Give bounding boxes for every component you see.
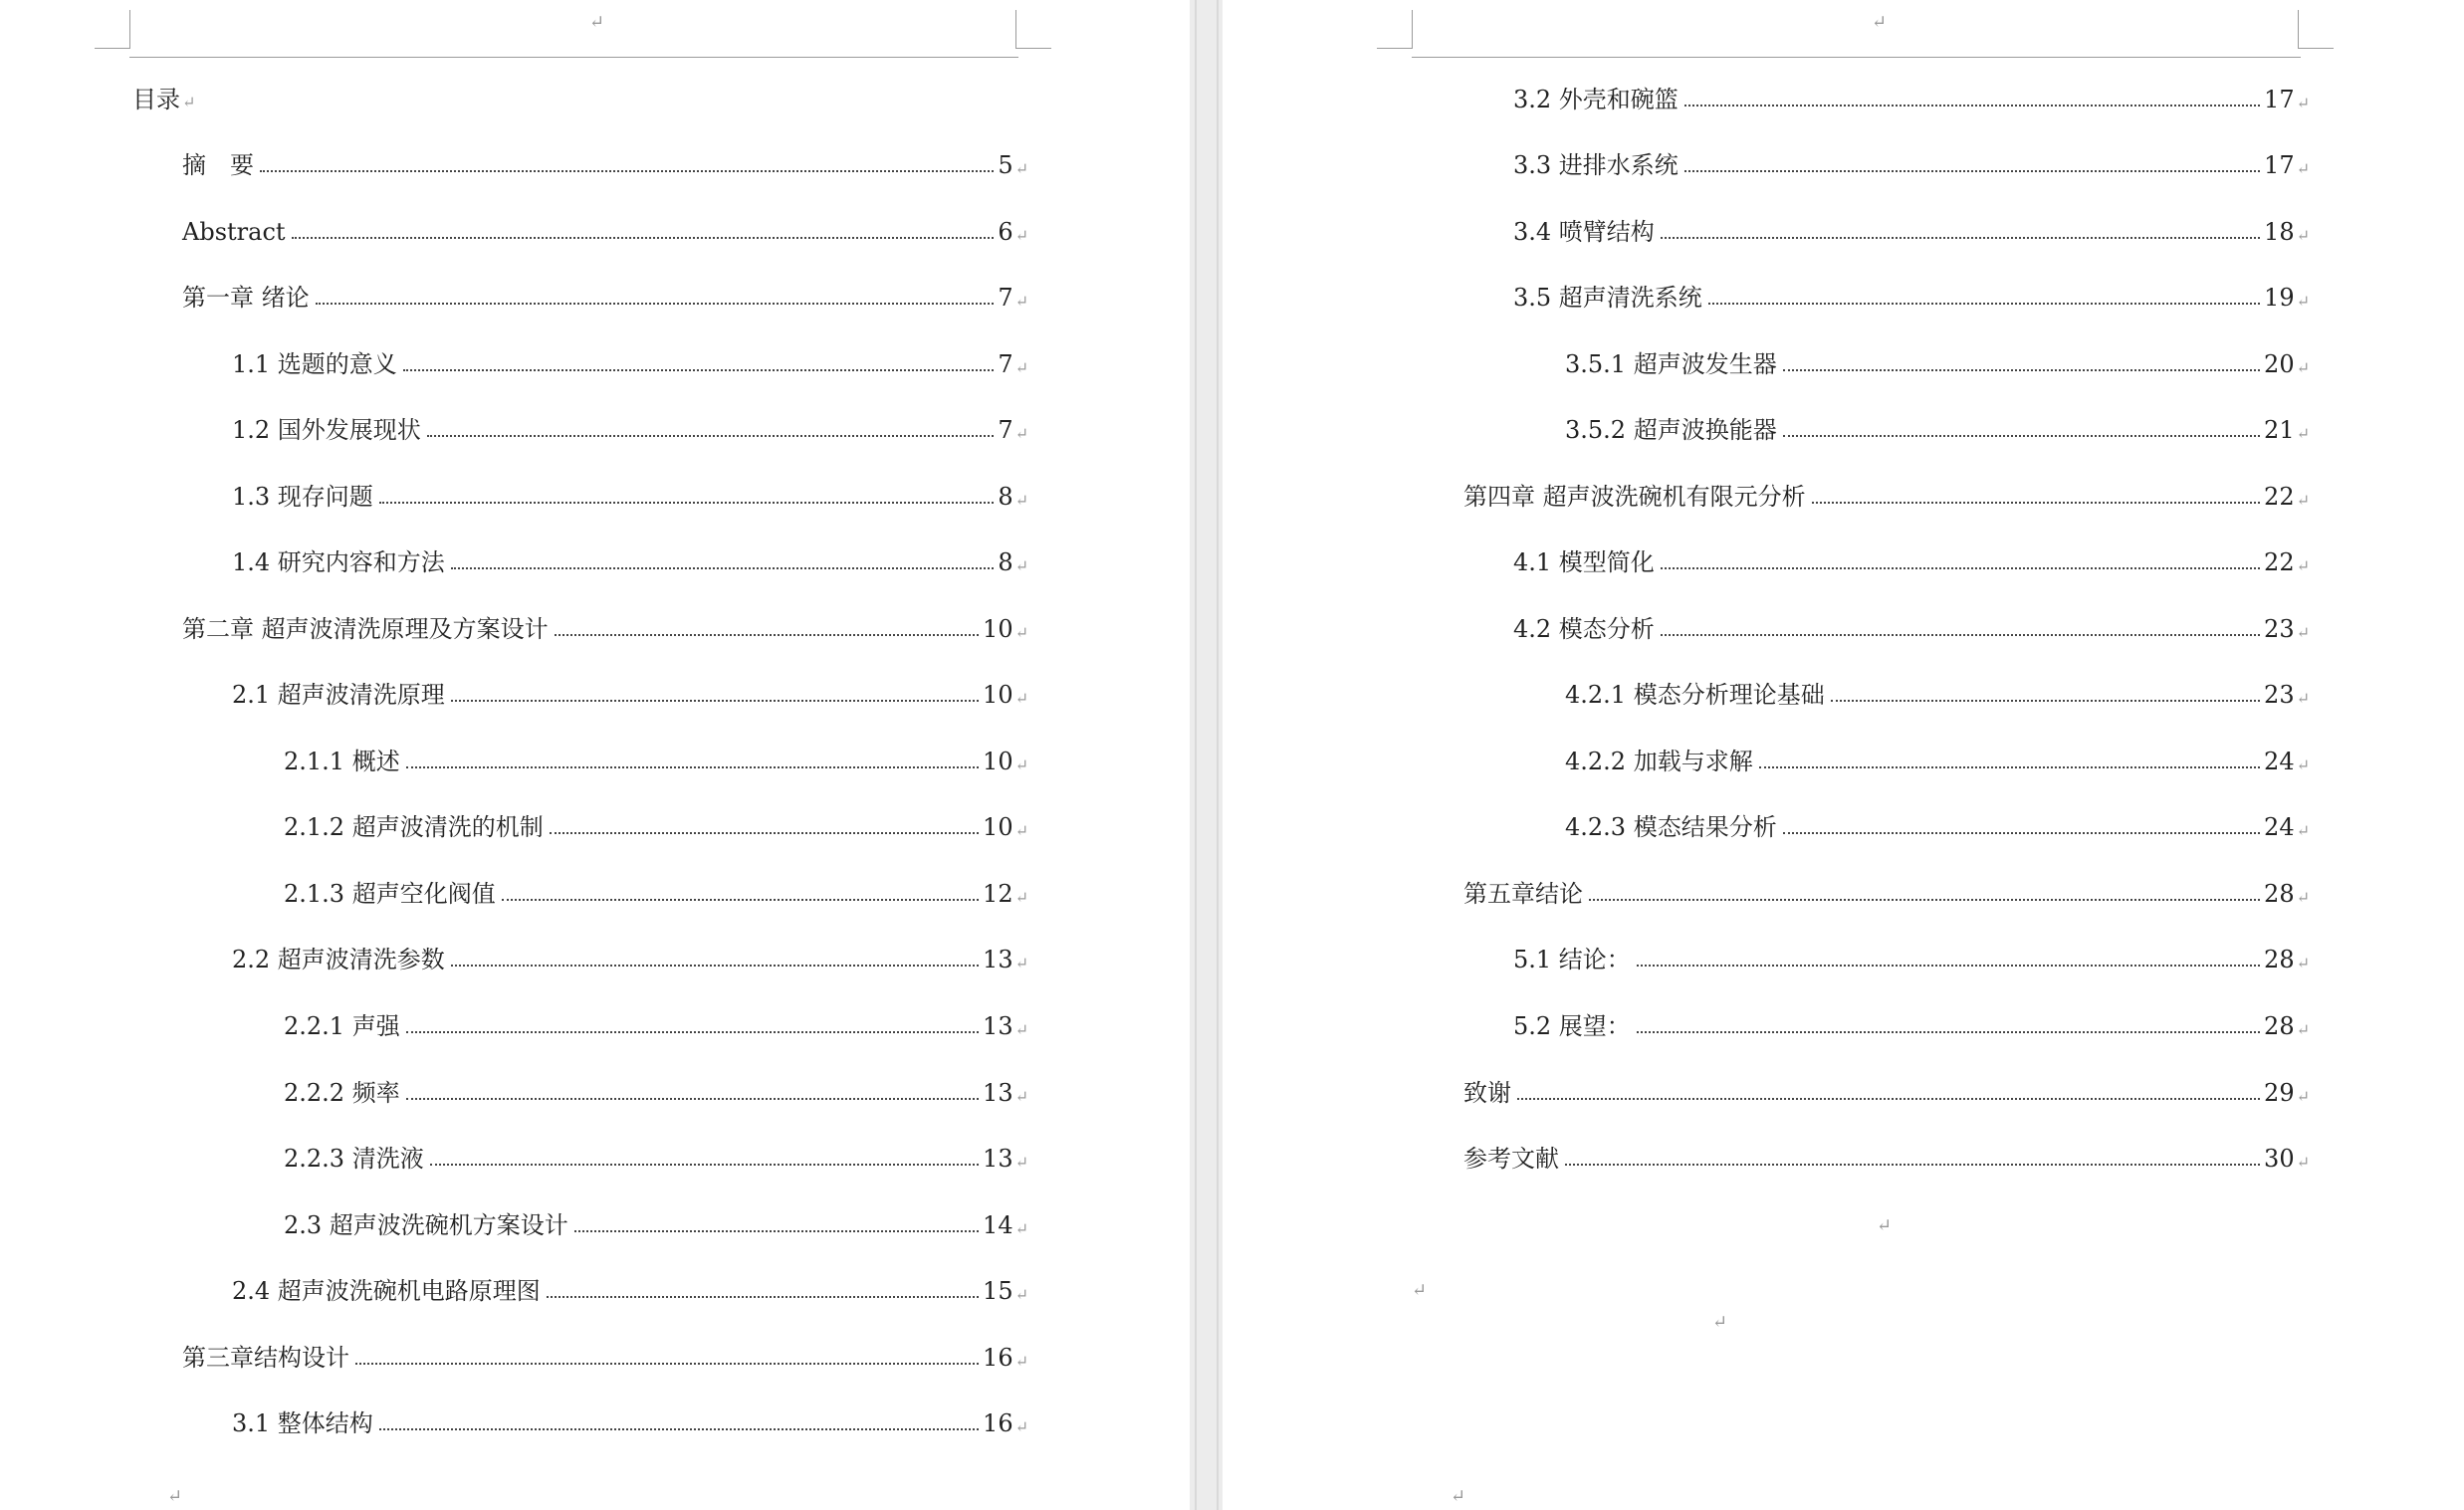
dot-leader bbox=[1565, 1164, 2260, 1166]
toc-entry[interactable]: 3.5.1 超声波发生器 20 ↵ bbox=[1565, 350, 2310, 378]
dot-leader bbox=[1661, 237, 2260, 239]
dot-leader bbox=[1517, 1098, 2260, 1100]
toc-entry[interactable]: 4.2.2 加载与求解 24 ↵ bbox=[1565, 748, 2310, 775]
dot-leader bbox=[502, 899, 979, 901]
toc-entry[interactable]: 3.5 超声清洗系统 19 ↵ bbox=[1513, 284, 2310, 312]
header-rule bbox=[1412, 57, 2301, 58]
toc-entry[interactable]: 参考文献 30 ↵ bbox=[1463, 1145, 2310, 1173]
document-page-left bbox=[0, 0, 1190, 1510]
dot-leader bbox=[451, 700, 979, 702]
toc-entry[interactable]: 4.2.1 模态分析理论基础 23 ↵ bbox=[1565, 681, 2310, 709]
dot-leader bbox=[406, 1098, 979, 1100]
toc-entry[interactable]: 3.2 外壳和碗篮 17 ↵ bbox=[1513, 86, 2310, 113]
toc-entry[interactable]: 5.2 展望： 28 ↵ bbox=[1513, 1012, 2310, 1040]
gutter-border-left bbox=[1195, 0, 1197, 1510]
dot-leader bbox=[1684, 105, 2260, 107]
header-paragraph-mark: ↵ bbox=[589, 12, 605, 33]
toc-entry[interactable]: 第三章结构设计 16 ↵ bbox=[182, 1344, 1028, 1372]
header-rule bbox=[129, 57, 1018, 58]
dot-leader bbox=[260, 170, 994, 172]
dot-leader bbox=[1783, 369, 2260, 371]
dot-leader bbox=[355, 1363, 979, 1365]
dot-leader bbox=[1661, 567, 2260, 569]
toc-entry[interactable]: 3.3 进排水系统 17 ↵ bbox=[1513, 151, 2310, 179]
toc-entry[interactable]: 2.1.3 超声空化阀值 12 ↵ bbox=[284, 880, 1028, 908]
dot-leader bbox=[1831, 700, 2260, 702]
dot-leader bbox=[379, 502, 995, 504]
dot-leader bbox=[1589, 899, 2260, 901]
toc-entry[interactable]: 4.1 模型简化 22 ↵ bbox=[1513, 548, 2310, 576]
toc-title: 目录 ↵ bbox=[132, 86, 196, 113]
paragraph-mark: ↵ bbox=[1712, 1312, 1728, 1333]
dot-leader bbox=[292, 237, 995, 239]
dot-leader bbox=[1661, 634, 2260, 636]
dot-leader bbox=[451, 965, 979, 967]
toc-entry[interactable]: 5.1 结论： 28 ↵ bbox=[1513, 946, 2310, 973]
dot-leader bbox=[1759, 766, 2260, 768]
toc-entry[interactable]: 3.1 整体结构 16 ↵ bbox=[232, 1409, 1028, 1437]
toc-entry[interactable]: 3.5.2 超声波换能器 21 ↵ bbox=[1565, 416, 2310, 444]
dot-leader bbox=[1637, 1031, 2260, 1033]
dot-leader bbox=[403, 369, 995, 371]
dot-leader bbox=[1812, 502, 2260, 504]
crop-mark-top-left bbox=[95, 10, 130, 49]
toc-entry[interactable]: 第一章 绪论 7 ↵ bbox=[182, 284, 1028, 312]
toc-entry[interactable]: 2.2.1 声强 13 ↵ bbox=[284, 1012, 1028, 1040]
document-page-right bbox=[1223, 0, 2464, 1510]
dot-leader bbox=[427, 435, 995, 437]
toc-entry[interactable]: 2.2 超声波清洗参数 13 ↵ bbox=[232, 946, 1028, 973]
toc-entry[interactable]: 2.1 超声波清洗原理 10 ↵ bbox=[232, 681, 1028, 709]
dot-leader bbox=[550, 832, 979, 834]
dot-leader bbox=[555, 634, 979, 636]
paragraph-mark: ↵ bbox=[1412, 1280, 1428, 1301]
crop-mark-top-right bbox=[2298, 10, 2334, 49]
toc-entry[interactable]: 3.4 喷臂结构 18 ↵ bbox=[1513, 218, 2310, 246]
toc-entry[interactable]: 2.1.1 概述 10 ↵ bbox=[284, 748, 1028, 775]
toc-entry[interactable]: 2.2.2 频率 13 ↵ bbox=[284, 1079, 1028, 1107]
dot-leader bbox=[547, 1296, 979, 1298]
dot-leader bbox=[1783, 832, 2260, 834]
toc-entry[interactable]: 2.1.2 超声波清洗的机制 10 ↵ bbox=[284, 813, 1028, 841]
dot-leader bbox=[1684, 170, 2260, 172]
toc-entry[interactable]: Abstract 6 ↵ bbox=[182, 218, 1028, 246]
paragraph-mark: ↵ bbox=[1877, 1215, 1893, 1236]
crop-mark-top-left bbox=[1377, 10, 1413, 49]
crop-mark-top-right bbox=[1015, 10, 1051, 49]
dot-leader bbox=[379, 1428, 979, 1430]
toc-entry[interactable]: 2.4 超声波洗碗机电路原理图 15 ↵ bbox=[232, 1277, 1028, 1305]
toc-entry[interactable]: 1.1 选题的意义 7 ↵ bbox=[232, 350, 1028, 378]
toc-entry[interactable]: 2.2.3 清洗液 13 ↵ bbox=[284, 1145, 1028, 1173]
toc-entry[interactable]: 1.4 研究内容和方法 8 ↵ bbox=[232, 548, 1028, 576]
dot-leader bbox=[430, 1164, 979, 1166]
toc-entry[interactable]: 2.3 超声波洗碗机方案设计 14 ↵ bbox=[284, 1211, 1028, 1239]
dot-leader bbox=[574, 1230, 979, 1232]
header-paragraph-mark: ↵ bbox=[1872, 12, 1888, 33]
dot-leader bbox=[406, 1031, 979, 1033]
toc-entry[interactable]: 摘 要 5 ↵ bbox=[182, 151, 1028, 179]
dot-leader bbox=[316, 303, 995, 305]
toc-entry[interactable]: 第五章结论 28 ↵ bbox=[1463, 880, 2310, 908]
toc-entry[interactable]: 4.2 模态分析 23 ↵ bbox=[1513, 615, 2310, 643]
paragraph-mark: ↵ bbox=[1451, 1486, 1466, 1507]
dot-leader bbox=[451, 567, 995, 569]
toc-entry[interactable]: 1.2 国外发展现状 7 ↵ bbox=[232, 416, 1028, 444]
dot-leader bbox=[406, 766, 979, 768]
toc-entry[interactable]: 1.3 现存问题 8 ↵ bbox=[232, 483, 1028, 511]
dot-leader bbox=[1637, 965, 2260, 967]
toc-entry[interactable]: 4.2.3 模态结果分析 24 ↵ bbox=[1565, 813, 2310, 841]
toc-entry[interactable]: 致谢 29 ↵ bbox=[1463, 1079, 2310, 1107]
toc-entry[interactable]: 第四章 超声波洗碗机有限元分析 22 ↵ bbox=[1463, 483, 2310, 511]
dot-leader bbox=[1783, 435, 2260, 437]
toc-entry[interactable]: 第二章 超声波清洗原理及方案设计 10 ↵ bbox=[182, 615, 1028, 643]
paragraph-mark: ↵ bbox=[167, 1486, 183, 1507]
gutter-border-right bbox=[1217, 0, 1219, 1510]
dot-leader bbox=[1708, 303, 2260, 305]
